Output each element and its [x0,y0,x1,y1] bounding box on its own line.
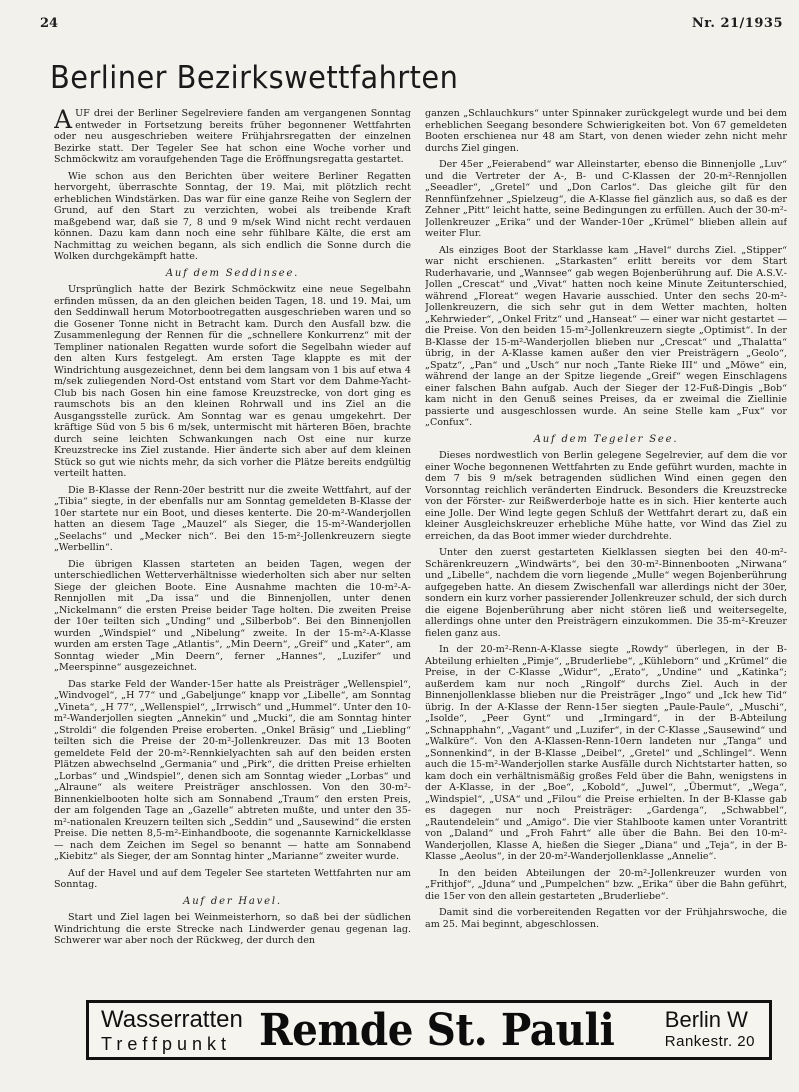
paragraph-text: UF drei der Berliner Segelreviere fanden am vergangenen Sonntag entweder in Fortsetzung bereits früher begonnener Wettfahrten oder neu ausgeschrieben weitere Frühjahrsregatten der einzelnen Bezirke statt. Der Tegeler See hat schon eine Woche vorher und Schmöckwitz am voraufgehenden Tage die Eröffnungsregatta gestartet. [54,108,411,165]
article-title: Berliner Bezirkswettfahrten [50,60,459,96]
paragraph: Damit sind die vorbereitenden Regatten vor der Frühjahrswoche, die am 25. Mai beginnt, abgeschlossen. [425,907,787,930]
paragraph: Auf der Havel und auf dem Tegeler See starteten Wettfahrten nur am Sonntag. [54,867,411,890]
section-heading: Auf der Havel. [183,895,282,907]
advertisement-box [86,1000,772,1060]
left-column [54,108,411,974]
paragraph: Start und Ziel lagen bei Weinmeisterhorn, so daß bei der südlichen Windrichtung die erste Strecke nach Lindwerder genau gegenan lag. Schwerer war aber noch der Rückweg, der durch den [54,912,411,946]
paragraph: Wie schon aus den Berichten über weitere Berliner Regatten hervorgeht, überraschte Sonntag, der 19. Mai, mit plötzlich recht erheblichen Windstärken. Das war für eine ganze Reihe von Seglern der Grund, auf den Start zu verzichten, wobei als treibende Kraft maßgebend war, daß sie 7, 8 und 9 m/sek Wind nicht recht verdauen können. Dazu kam dann noch eine sehr fühlbare Kälte, die erst am Nachmittag zu weichen begann, als sich endlich die Sonne durch die Wolken durchgekämpft hatte. [54,170,411,262]
section-heading: Auf dem Tegeler See. [533,433,679,445]
ad-tagline [101,1007,243,1055]
paragraph: Die übrigen Klassen starteten an beiden Tagen, wegen der unterschiedlichen Wetterverhältnisse wiederholten sich aber nur selten Siege der gleichen Boote. Eine Ausnahme machten die 10-m²-A-Rennjollen mit „Da issa“ und die Binnenjollen, unter denen „Nickelmann“ die ersten Preise beider Tage holten. Die zweiten Preise der 10er teilten sich „Unding“ und „Silberbob“. Bei den Binnenjollen wurden „Windspiel“ und „Nibelung“ zweite. In der 15-m²-A-Klasse wurden am ersten Tage „Atlantis“, „Min Deern“, „Greif“ und „Kater“, am Sonntag wieder „Min Deern“, ferner „Hannes“, „Luzifer“ und „Meerspinne“ ausgezeichnet. [54,558,411,673]
paragraph: Der 45er „Feierabend“ war Alleinstarter, ebenso die Binnenjolle „Luv“ und die Vertreter der A-, B- und C-Klassen der 20-m²-Rennjollen „Seeadler“, „Gretel“ und „Don Carlos“. Das gleiche gilt für den Rennfünfzehner „Spielzeug“, die A-Klasse fiel gänzlich aus, so daß es der Zehner „Pitt“ leicht hatte, seine Bedingungen zu erfüllen. Auch der 30-m²-Jollenkreuzer „Erika“ und der Wander-10er „Krümel“ blieben allein auf weiter Flur. [425,159,787,239]
paragraph: Unter den zuerst gestarteten Kielklassen siegten bei den 40-m²-Schärenkreuzern „Windwärts“, bei den 30-m²-Binnenbooten „Nirwana“ und „Libelle“, nachdem die vorn liegende „Mulle“ wegen Bojenberührung aufgegeben hatte. An diesem Zwischenfall war allerdings nicht der 30er, sondern ein kurz vorher passierender Jollenkreuzer schuld, der sich durch die eigene Bojenberührung aber nicht stören ließ und weitersegelte, allerdings ohne unter den Preisträgern einzukommen. Die 35-m²-Kreuzer fielen ganz aus. [425,547,787,639]
paragraph: Dieses nordwestlich von Berlin gelegene Segelrevier, auf dem die vor einer Woche begonnenen Wettfahrten zu Ende geführt wurden, machte in dem 7 bis 9 m/sek betragenden südlichen Wind einen gegen den Vorsonntag reichlich veränderten Eindruck. Besonders die Kreuzstrecke von der Förster- zur Reißwerderboje hatte es in sich. Hier kenterte auch eine Jolle. Der Wind legte gegen Schluß der Wettfahrt derart zu, daß ein kleiner Ausgleichskreuzer erhebliche Mühe hatte, vor Wind das Ziel zu erreichen, da das Boot immer wieder durchdrehte. [425,450,787,542]
page-number: 24 [40,16,59,31]
ad-street: Rankestr. 20 [664,1033,755,1050]
ad-venue-name: Remde St. Pauli [259,1005,615,1056]
paragraph: In der 20-m²-Renn-A-Klasse siegte „Rowdy“ überlegen, in der B-Abteilung erhielten „Pimje“, „Bruderliebe“, „Kühleborn“ und „Krümel“ die Preise, in der C-Klasse „Widur“, „Erato“, „Undine“ und „Katinka“; außerdem kam nur noch „Ringolf“ durchs Ziel. Auch in der Binnenjollenklasse blieben nur die Preisträger „Ingo“ und „Ick hew Tid“ übrig. In der A-Klasse der Renn-15er siegten „Paule-Paule“, „Muschi“, „Isolde“, „Peer Gynt“ und „Irmingard“, in der B-Abteilung „Schnapphahn“, „Vagant“ und „Luzifer“, in der C-Klasse „Sausewind“ und „Walküre“. Von den A-Klassen-Renn-10ern landeten nur „Tanga“ und „Sonnenkind“, in der B-Klasse „Deibel“, „Gretel“ und „Schlingel“. Wenn auch die 15-m²-Wanderjollen starke Ausfälle durch Nichtstarter hatten, so kam doch ein verhältnismäßig großes Feld über die Bahn, wenigstens in der A-Klasse, in der „Boe“, „Kobold“, „Juwel“, „Übermut“, „Wega“, „Windspiel“, „USA“ und „Filou“ die Preise erhielten. In der B-Klasse gab es dagegen nur noch Preisträger: „Gardenga“, „Schwabbel“, „Rautendelein“ und „Amigo“. Die vier Stahlboote kamen unter Vorantritt von „Daland“ und „Froh Fahrt“ alle über die Bahn. Bei den 10-m²-Wanderjollen, Klasse A, hießen die Sieger „Diana“ und „Teja“, in der B-Klasse „Aeolus“, in der 20-m²-Wanderjollenklasse „Annelie“. [425,644,787,862]
paragraph [54,108,411,166]
paragraph: Die B-Klasse der Renn-20er bestritt nur die zweite Wettfahrt, auf der „Tibia“ siegte, in der ebenfalls nur am Sonntag gemeldeten B-Klasse der 10er startete nur ein Boot, und dieses kenterte. Die 20-m²-Wanderjollen hatten an diesem Tage „Mauzel“ als Sieger, die 15-m²-Wanderjollen „Seelachs“ und „Mecker nich“. Bei den 15-m²-Jollenkreuzern siegte „Werbellin“. [54,484,411,553]
ad-address [665,1007,755,1052]
ad-tagline-line2: Treffpunkt [101,1034,232,1054]
paragraph: Ursprünglich hatte der Bezirk Schmöckwitz eine neue Segelbahn erfinden müssen, da an den gleichen beiden Tagen, 18. und 19. Mai, um den Seddinwall herum Motorbootregatten ausgeschrieben waren und so die Gosener Tonne nicht in Betracht kam. Durch den Ausfall bzw. die Zusammenlegung der Rennen für die „schnellere Konkurrenz“ mit der Templiner nationalen Regatten wurde sofort die Segelbahn wieder auf den alten Kurs festgelegt. Am ersten Tage klappte es mit der Windrichtung ausgezeichnet, denn bei dem langsam von 1 bis auf etwa 4 m/sek zuliegenden Nord-Ost entstand vom Start vor dem Dahme-Yacht-Club bis nach Gosen hin eine famose Kreuzstrecke, von dort ging es raumschots bis an den kleinen Rohrwall und ins Ziel an die Ausgangsstelle zurück. Am Sonntag war es genau umgekehrt. Der kräftige Süd von 5 bis 6 m/sek, untermischt mit härteren Böen, brachte durch seine leichten Schwankungen nach Ost eine nur kurze Kreuzstrecke ins Ziel zustande. Hier änderte sich aber auf dem kleinen Stück so gut wie nichts mehr, da sich vorher die Plätze bereits endgültig verteilt hatten. [54,284,411,479]
section-heading: Auf dem Seddinsee. [165,267,300,279]
ad-tagline-line1: Wasserratten [101,1006,243,1033]
paragraph: In den beiden Abteilungen der 20-m²-Jollenkreuzer wurden von „Frithjof“, „Jduna“ und „Pumpelchen“ bzw. „Erika“ über die Bahn geführt, die 15er von den allein gestarteten „Bruderliebe“. [425,867,787,902]
drop-cap: A [54,108,73,134]
issue-number: Nr. 21/1935 [691,16,783,31]
right-column [425,108,787,974]
paragraph: ganzen „Schlauchkurs“ unter Spinnaker zurückgelegt wurde und bei dem erheblichen Seegang besondere Schwierigkeiten bot. Von 67 gemeldeten Booten erschienea nur 48 am Start, von denen wieder zehn nicht mehr durchs Ziel gingen. [425,108,787,154]
paragraph: Als einziges Boot der Starklasse kam „Havel“ durchs Ziel. „Stipper“ war nicht erschienen. „Starkasten“ erlitt bereits vor dem Start Ruderhavarie, und „Wannsee“ gab wegen Bojenberührung auf. Die A.S.V.-Jollen „Crescat“ und „Vivat“ hatten noch keine Minute Zeitunterschied, während „Floreat“ wegen Havarie ausschied. Unter den sechs 20-m²-Jollenkreuzern, die sich sehr gut in dem Wetter machten, holten „Kehrwieder“, „Onkel Fritz“ und „Hanseat“ — einer war nicht gestartet — die Preise. Von den beiden 15-m²-Jollenkreuzern siegte „Optimist“. In der B-Klasse der 15-m²-Wanderjollen blieben nur „Crescat“ und „Thalatta“ übrig, in der A-Klasse kamen außer den vier Preisträgern „Geolo“, „Spatz“, „Pan“ und „Usch“ nur noch „Tante Rieke III“ und „Möwe“ ein, während der lange an der Spitze liegende „Greif“ wegen Einschlagens einer falschen Bahn aufgab. Auch der Sieger der 12-Fuß-Dingis „Bob“ kam nicht in den Genuß seines Preises, da er zweimal die Ziellinie passierte und ausgeschlossen wurde. An seine Stelle kam „Fux“ vor „Confux“. [425,244,787,428]
ad-city: Berlin W [664,1007,748,1032]
paragraph: Das starke Feld der Wander-15er hatte als Preisträger „Wellenspiel“, „Windvogel“, „H 77“ und „Gabeljunge“ knapp vor „Libelle“, am Sonntag „Vineta“, „H 77“, „Wellenspiel“, „Irrwisch“ und „Hummel“. Unter den 10-m²-Wanderjollen siegten „Annekin“ und „Mucki“, die am Sonntag hinter „Stroldi“ die folgenden Preise eroberten. „Onkel Bräsig“ und „Liebling“ teilten sich die Preise der 20-m²-Jollenkreuzer. Das mit 13 Booten gemeldete Feld der 20-m²-Rennkielyachten sah auf den beiden ersten Plätzen abwechselnd „Germania“ und „Pirk“, die dritten Preise erhielten „Lorbas“ und „Windspiel“, denen sich am Sonntag wieder „Lorbas“ und „Alraune“ als weitere Preisträger anschlossen. Von den 30-m²-Binnenkielbooten holte sich am Sonnabend „Traum“ den ersten Preis, der am folgenden Tage an „Gazelle“ abtreten mußte, und unter den 35-m²-nationalen Kreuzern teilten sich „Seddin“ und „Sausewind“ die ersten Preise. Die netten 8,5-m²-Einhandboote, die sogenannte Karnickelklasse — nach dem Zeichen im Segel so benannt — hatte am Sonnabend „Kiebitz“ als Sieger, der am Sonntag hinter „Marianne“ zweiter wurde. [54,678,411,862]
